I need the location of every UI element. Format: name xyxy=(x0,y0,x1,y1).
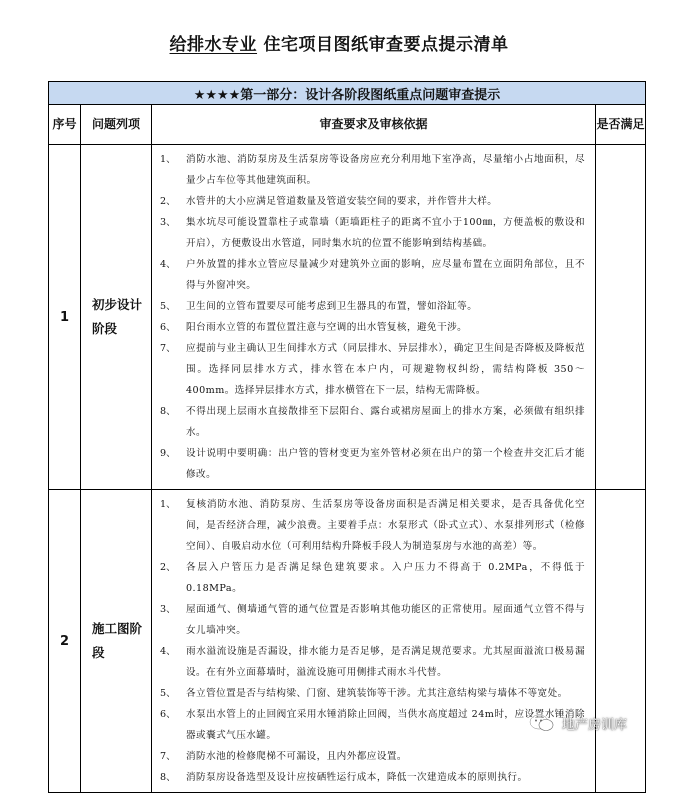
column-header-row xyxy=(49,105,646,145)
item-number: 6、 xyxy=(160,709,176,720)
header-requirement: 审查要求及审核依据 xyxy=(152,105,596,145)
section-title: ★★★★第一部分：设计各阶段图纸重点问题审查提示 xyxy=(49,82,646,105)
requirement-item xyxy=(160,494,585,557)
row-number: 2 xyxy=(49,490,81,793)
title-rest: 住宅项目图纸审查要点提示清单 xyxy=(257,35,509,55)
item-number: 5、 xyxy=(160,688,176,699)
satisfied-cell[interactable] xyxy=(596,145,646,490)
watermark xyxy=(528,713,627,733)
item-text: 复核消防水池、消防泵房、生活泵房等设备房面积是否满足相关要求，是否具备优化空间，是否经济合理，减少浪费。主要着手点：水泵形式（卧式立式）、水泵排列形式（检修空间）、自吸启动水位（可利用结构升降板手段人为制造泵房与水池的高差）等。 xyxy=(186,499,585,552)
satisfied-cell[interactable] xyxy=(596,490,646,793)
item-number: 2、 xyxy=(160,196,176,207)
stage-name: 施工图阶段 xyxy=(81,490,152,793)
requirement-item xyxy=(160,557,585,599)
requirement-item xyxy=(160,746,585,767)
requirement-item xyxy=(160,149,585,191)
item-text: 各层入户管压力是否满足绿色建筑要求。入户压力不得高于 0.2MPa，不得低于 0.18MPa。 xyxy=(186,562,585,594)
item-text: 水泵出水管上的止回阀宜采用水锤消除止回阀，当供水高度超过 24m时，应设置水锤消除器或囊式气压水罐。 xyxy=(186,709,585,741)
item-number: 3、 xyxy=(160,217,176,228)
item-number: 4、 xyxy=(160,646,176,657)
item-number: 7、 xyxy=(160,751,176,762)
item-number: 6、 xyxy=(160,322,176,333)
item-text: 设计说明中要明确：出户管的管材变更为室外管材必须在出户的第一个检查井交汇后才能修改。 xyxy=(186,448,585,480)
requirement-item xyxy=(160,641,585,683)
section-header-row xyxy=(49,82,646,105)
item-text: 消防水池的检修爬梯不可漏设，且内外都应设置。 xyxy=(186,751,407,762)
item-text: 雨水溢流设施是否漏设，排水能力是否足够，是否满足规范要求。尤其屋面溢流口极易漏设。在有外立面幕墙时，溢流设施可用侧排式雨水斗代替。 xyxy=(186,646,585,678)
item-text: 卫生间的立管布置要尽可能考虑到卫生器具的布置，譬如浴缸等。 xyxy=(186,301,478,312)
requirement-item xyxy=(160,338,585,401)
requirement-item xyxy=(160,296,585,317)
requirement-item xyxy=(160,212,585,254)
header-num: 序号 xyxy=(49,105,81,145)
item-number: 4、 xyxy=(160,259,176,270)
requirement-item xyxy=(160,704,585,746)
row-number: 1 xyxy=(49,145,81,490)
item-text: 户外放置的排水立管应尽量减少对建筑外立面的影响，应尽量布置在立面阴角部位，且不得与外窗冲突。 xyxy=(186,259,585,291)
item-number: 1、 xyxy=(160,154,176,165)
item-number: 8、 xyxy=(160,406,176,417)
item-number: 5、 xyxy=(160,301,176,312)
wechat-icon xyxy=(528,713,556,733)
item-text: 屋面通气、侧墙通气管的通气位置是否影响其他功能区的正常使用。屋面通气立管不得与女儿墙冲突。 xyxy=(186,604,585,636)
title-discipline: 给排水专业 xyxy=(169,35,258,55)
header-satisfied: 是否满足 xyxy=(596,105,646,145)
item-text: 阳台雨水立管的布置位置注意与空调的出水管复核，避免干涉。 xyxy=(186,322,468,333)
requirement-item xyxy=(160,683,585,704)
item-number: 7、 xyxy=(160,343,176,354)
requirement-item xyxy=(160,767,585,788)
table-row-stage-2 xyxy=(49,490,646,793)
item-number: 3、 xyxy=(160,604,176,615)
header-problem: 问题列项 xyxy=(81,105,152,145)
item-text: 不得出现上层雨水直接散排至下层阳台、露台或裙房屋面上的排水方案，必须做有组织排水。 xyxy=(186,406,585,438)
item-text: 水管井的大小应满足管道数量及管道安装空间的要求，并作管井大样。 xyxy=(186,196,498,207)
requirement-item xyxy=(160,599,585,641)
watermark-text: 地产房训库 xyxy=(562,717,628,733)
table-row-stage-1 xyxy=(49,145,646,490)
item-number: 2、 xyxy=(160,562,176,573)
item-number: 1、 xyxy=(160,499,176,510)
item-number: 8、 xyxy=(160,772,176,783)
item-number: 9、 xyxy=(160,448,176,459)
item-text: 集水坑尽可能设置靠柱子或靠墙（距墙距柱子的距离不宜小于100㎜，方便盖板的敷设和开启），方便敷设出水管道，同时集水坑的位置不能影响到结构基础。 xyxy=(186,217,585,249)
item-text: 消防泵房设备选型及设计应按硒牲运行成本，降低一次建造成本的原则执行。 xyxy=(186,772,528,783)
item-text: 消防水池、消防泵房及生活泵房等设备房应充分利用地下室净高，尽量缩小占地面积，尽量少占车位等其他建筑面积。 xyxy=(186,154,585,186)
item-text: 应提前与业主确认卫生间排水方式（同层排水、异层排水），确定卫生间是否降板及降板范围。选择同层排水方式，排水管在本户内，可规避物权纠纷，需结构降板 350～400mm。选择异层排水方式，排水横管在下一层，结构无需降板。 xyxy=(186,343,585,396)
requirement-item xyxy=(160,191,585,212)
requirements-cell xyxy=(152,145,596,490)
requirement-item xyxy=(160,401,585,443)
document-title xyxy=(0,30,678,55)
item-text: 各立管位置是否与结构梁、门窗、建筑装饰等干涉。尤其注意结构梁与墙体不等宽处。 xyxy=(186,688,568,699)
requirements-cell xyxy=(152,490,596,793)
review-table xyxy=(48,81,646,793)
requirement-item xyxy=(160,443,585,485)
requirement-item xyxy=(160,317,585,338)
stage-name: 初步设计阶段 xyxy=(81,145,152,490)
requirement-item xyxy=(160,254,585,296)
